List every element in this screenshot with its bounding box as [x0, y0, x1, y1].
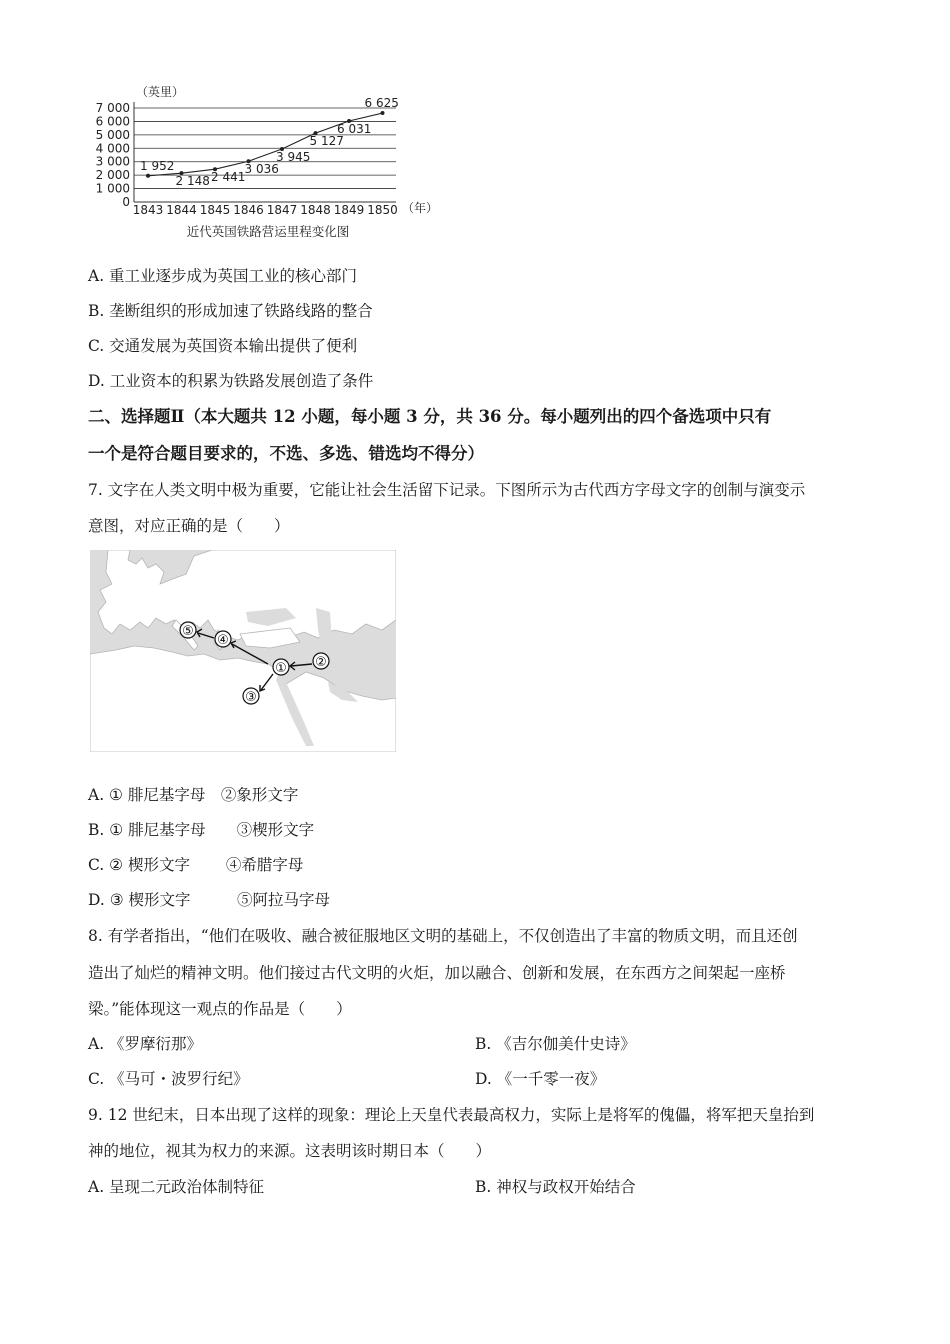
railway-mileage-chart	[88, 80, 448, 250]
section2-heading-line2: 一个是符合题目要求的，不选、多选、错选均不得分）	[88, 444, 484, 463]
chart-title: 近代英国铁路营运里程变化图	[186, 224, 350, 239]
q6-option-d: D. 工业资本的积累为铁路发展创造了条件	[88, 372, 374, 390]
data-label: 1 952	[140, 158, 175, 173]
q8-option-a: A. 《罗摩衍那》	[88, 1035, 203, 1053]
chart-y-ticks	[96, 101, 130, 209]
q9-stem-line2: 神的地位，视其为权力的来源。这表明该时期日本（ ）	[88, 1142, 492, 1160]
q7-option-c: C. ② 楔形文字 ④希腊字母	[88, 856, 304, 874]
x-tick-label: 1844	[166, 203, 197, 217]
y-tick-label: 1 000	[95, 181, 130, 196]
q8-stem-line3: 梁。”能体现这一观点的作品是（ ）	[88, 1000, 352, 1018]
marker-1: ①	[275, 661, 287, 676]
x-tick-label: 1850	[367, 203, 398, 217]
y-tick-label: 2 000	[95, 168, 130, 183]
data-label: 6 625	[364, 96, 399, 111]
x-tick-label: 1845	[199, 203, 231, 217]
q9-stem-line1: 9. 12 世纪末，日本出现了这样的现象：理论上天皇代表最高权力，实际上是将军的傀儡，将军把天皇抬到	[88, 1106, 815, 1124]
data-label: 3 945	[276, 150, 311, 165]
y-tick-label: 7 000	[95, 101, 130, 115]
data-point	[381, 111, 385, 115]
q8-option-d: D. 《一千零一夜》	[475, 1070, 606, 1088]
q7-option-a: A. ① 腓尼基字母 ②象形文字	[88, 786, 299, 804]
q6-option-b: B. 垄断组织的形成加速了铁路线路的整合	[88, 302, 373, 320]
q7-option-b: B. ① 腓尼基字母 ③楔形文字	[88, 821, 315, 839]
chart-x-ticks	[133, 203, 398, 217]
x-tick-label: 1846	[233, 203, 264, 217]
chart-data-labels	[140, 96, 399, 188]
data-label: 6 031	[337, 122, 372, 137]
marker-2: ②	[315, 655, 327, 670]
y-tick-label: 0	[122, 195, 130, 209]
q8-stem-line2: 造出了灿烂的精神文明。他们接过古代文明的火炬，加以融合、创新和发展，在东西方之间架起一座桥	[88, 964, 786, 982]
q7-stem-line2: 意图，对应正确的是（ ）	[88, 517, 290, 535]
marker-5: ⑤	[182, 624, 194, 639]
y-tick-label: 3 000	[95, 154, 130, 169]
y-tick-label: 5 000	[95, 127, 130, 142]
q8-option-c: C. 《马可・波罗行纪》	[88, 1070, 249, 1088]
q8-option-b: B. 《吉尔伽美什史诗》	[475, 1035, 636, 1053]
data-point	[146, 174, 150, 178]
x-tick-label: 1848	[300, 203, 331, 217]
y-tick-label: 6 000	[95, 114, 130, 129]
alphabet-evolution-map	[90, 550, 396, 752]
marker-3: ③	[245, 690, 257, 705]
q7-stem-line1: 7. 文字在人类文明中极为重要，它能让社会生活留下记录。下图所示为古代西方字母文字的创制与演变示	[88, 481, 806, 499]
x-tick-label: 1849	[333, 203, 365, 217]
data-label: 2 441	[211, 170, 246, 185]
data-label: 2 148	[175, 174, 210, 189]
chart-grid	[134, 102, 396, 202]
chart-xlabel: （年）	[402, 201, 439, 215]
y-tick-label: 4 000	[95, 141, 130, 156]
data-label: 3 036	[244, 162, 279, 177]
q6-option-a: A. 重工业逐步成为英国工业的核心部门	[88, 267, 358, 285]
q9-option-a: A. 呈现二元政治体制特征	[88, 1178, 265, 1196]
x-tick-label: 1847	[266, 203, 298, 217]
marker-4: ④	[217, 633, 229, 648]
x-tick-label: 1843	[132, 203, 164, 217]
q7-option-d: D. ③ 楔形文字 ⑤阿拉马字母	[88, 891, 331, 909]
chart-ylabel: （英里）	[136, 85, 185, 99]
section2-heading-line1: 二、选择题Ⅱ（本大题共 12 小题，每小题 3 分，共 36 分。每小题列出的四个备选项中只有	[88, 407, 772, 426]
q8-stem-line1: 8. 有学者指出，“他们在吸收、融合被征服地区文明的基础上，不仅创造出了丰富的物质文明，而且还创	[88, 927, 798, 945]
data-label: 5 127	[309, 134, 344, 149]
q6-option-c: C. 交通发展为英国资本输出提供了便利	[88, 337, 358, 355]
q9-option-b: B. 神权与政权开始结合	[475, 1178, 636, 1196]
